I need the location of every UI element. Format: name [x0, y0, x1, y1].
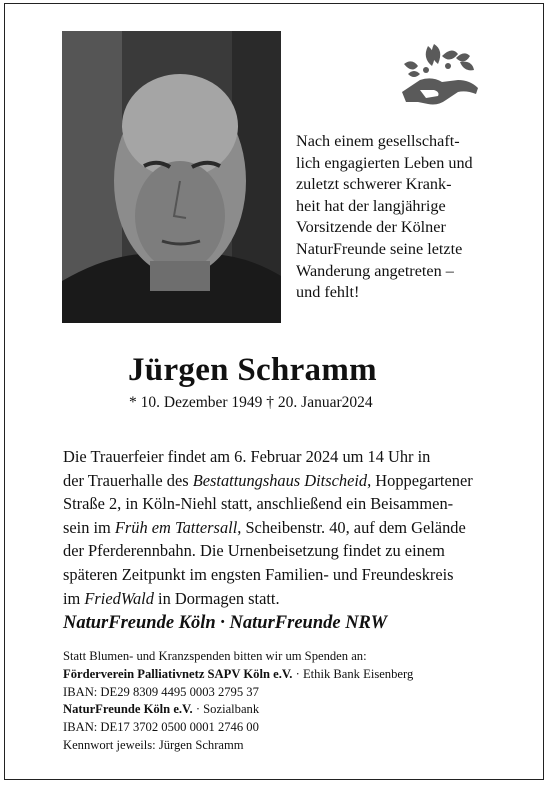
friedwald-name: FriedWald: [84, 588, 154, 608]
deceased-name: Jürgen Schramm: [128, 352, 377, 388]
intro-line: zuletzt schwerer Krank-: [296, 175, 452, 194]
mourners-signature: NaturFreunde Köln · NaturFreunde NRW: [63, 613, 388, 633]
donation-org-2: NaturFreunde Köln e.V. · Sozialbank: [63, 702, 260, 717]
body-line: der Trauerhalle des Bestattungshaus Ditscheid, Hoppegartener: [63, 470, 473, 490]
body-line: späteren Zeitpunkt im engsten Familien- und Freundeskreis: [63, 564, 454, 584]
funeral-details: [63, 445, 503, 610]
naturfreunde-logo-icon: [398, 40, 482, 116]
body-line: der Pferderennbahn. Die Urnenbeisetzung findet zu einem: [63, 541, 445, 561]
donation-org-1: Förderverein Palliativnetz SAPV Köln e.V. · Ethik Bank Eisenberg: [63, 666, 414, 681]
intro-line: NaturFreunde seine letzte: [296, 239, 463, 258]
intro-line: Nach einem gesellschaft-: [296, 132, 460, 150]
donation-iban-2: IBAN: DE17 3702 0500 0001 2746 00: [63, 720, 259, 735]
intro-text: [296, 131, 506, 304]
intro-line: heit hat der langjährige: [296, 196, 446, 215]
intro-line: Vorsitzende der Kölner: [296, 218, 446, 237]
donation-iban-1: IBAN: DE29 8309 4495 0003 2795 37: [63, 684, 259, 699]
body-line: im FriedWald in Dormagen statt.: [63, 588, 280, 608]
body-line: Die Trauerfeier findet am 6. Februar 2024 um 14 Uhr in: [63, 447, 431, 466]
life-dates: * 10. Dezember 1949 † 20. Januar2024: [129, 394, 373, 411]
funeral-home-name: Bestattungshaus Ditscheid: [192, 470, 368, 490]
intro-line: Wanderung angetreten –: [296, 261, 454, 280]
donation-keyword: Kennwort jeweils: Jürgen Schramm: [63, 737, 244, 752]
intro-line: lich engagierten Leben und: [296, 153, 473, 172]
body-line: sein im Früh em Tattersall, Scheibenstr. 40, auf dem Gelände: [63, 517, 466, 537]
donation-intro: Statt Blumen- und Kranzspenden bitten wir um Spenden an:: [63, 649, 367, 663]
portrait-photo: [62, 31, 281, 323]
intro-line: und fehlt!: [296, 283, 360, 302]
venue-name: Früh em Tattersall: [114, 517, 238, 537]
body-line: Straße 2, in Köln-Niehl statt, anschließend ein Beisammen-: [63, 494, 454, 514]
donation-info: [63, 648, 503, 755]
